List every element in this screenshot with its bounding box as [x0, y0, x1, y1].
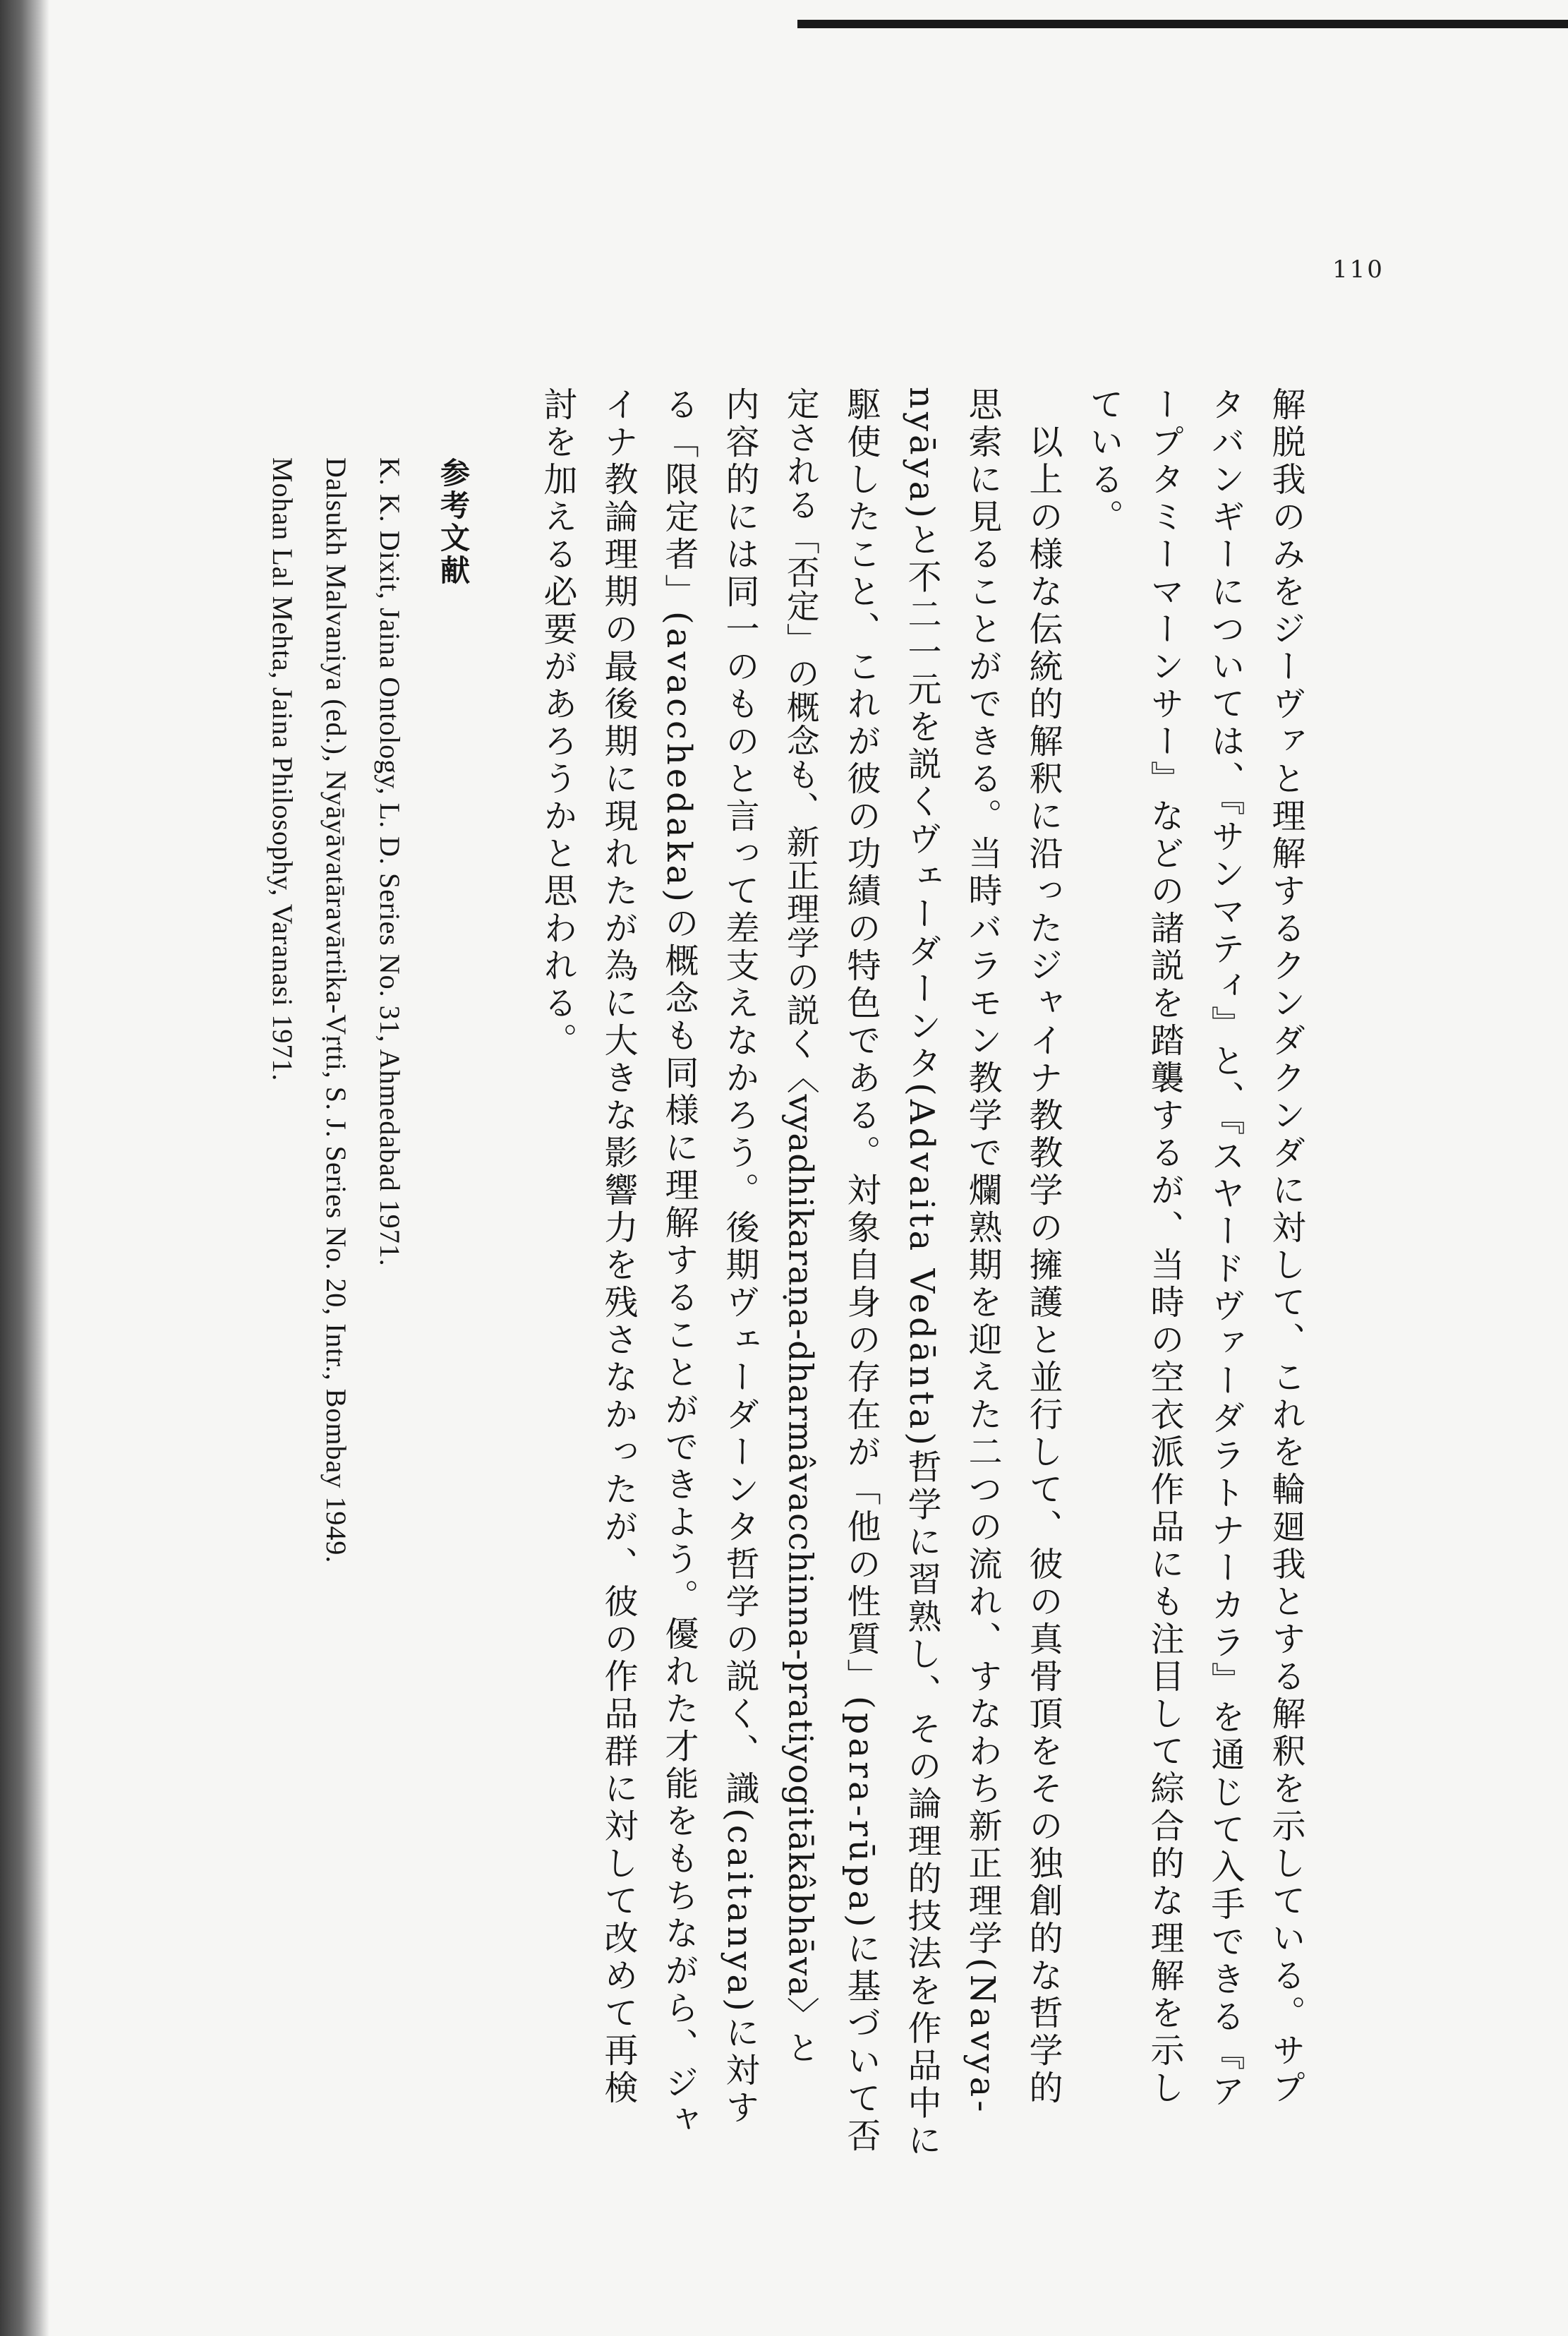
body-line-6: 思索に見ることができる。当時バラモン教学で爛熟期を迎えた二つの流れ、すなわち新正理学(Navya- [963, 387, 1002, 2116]
references-heading: 参考文献 [436, 457, 471, 587]
body-line-10: 内容的には同一のものと言って差支えなかろう。後期ヴェーダーンタ哲学の説く、識(caitanya)に対す [720, 387, 759, 2127]
body-line-2: タバンギーについては、『サンマティ』と、『スヤードヴァーダラトナーカラ』を通じて入手できる『ア [1205, 387, 1245, 2111]
body-line-13: 討を加える必要があろうかと思われる。 [538, 387, 577, 1060]
body-line-9: 定される「否定」の概念も、新正理学の説く〈vyadhikaraṇa-dharmâvacchinna-pratiyogitākâbhāva〉と [780, 387, 819, 2064]
body-line-4: ている。 [1084, 387, 1123, 536]
body-line-12: イナ教論理期の最後期に現れたが為に大きな影響力を残さなかったが、彼の作品群に対して改めて再検 [598, 387, 638, 2107]
page-number: 110 [1332, 255, 1385, 284]
reference-item-2: Dalsukh Malvaniya (ed.), Nyāyāvatāravārtika-Vṛtti, S. J. Series No. 20, Intr., Bombay 1949. [320, 457, 352, 1564]
body-line-7: nyāya)と不二一元を説くヴェーダーンタ(Advaita Vedānta)哲学に習熟し、その論理的技法を作品中に [902, 387, 941, 2160]
body-line-3: ープタミーマーンサー』などの諸説を踏襲するが、当時の空衣派作品にも注目して綜合的な理解を示し [1145, 387, 1184, 2107]
body-line-5: 以上の様な伝統的解釈に沿ったジャイナ教教学の擁護と並行して、彼の真骨頂をその独創的な哲学的 [1023, 387, 1063, 2107]
reference-item-1: K. K. Dixit, Jaina Ontology, L. D. Series No. 31, Ahmedabad 1971. [374, 457, 406, 1267]
body-line-8: 駆使したこと、これが彼の功績の特色である。対象自身の存在が「他の性質」(para-rūpa)に基づいて否 [841, 387, 881, 2155]
body-line-1: 解脱我のみをジーヴァと理解するクンダクンダに対して、これを輪廻我とする解釈を示している。サプ [1266, 387, 1305, 2107]
body-line-11: る「限定者」(avacchedaka)の概念も同様に理解することができよう。優れた才能をもちながら、ジャ [659, 387, 699, 2140]
reference-item-3: Mohan Lal Mehta, Jaina Philosophy, Varanasi 1971. [267, 457, 298, 1082]
